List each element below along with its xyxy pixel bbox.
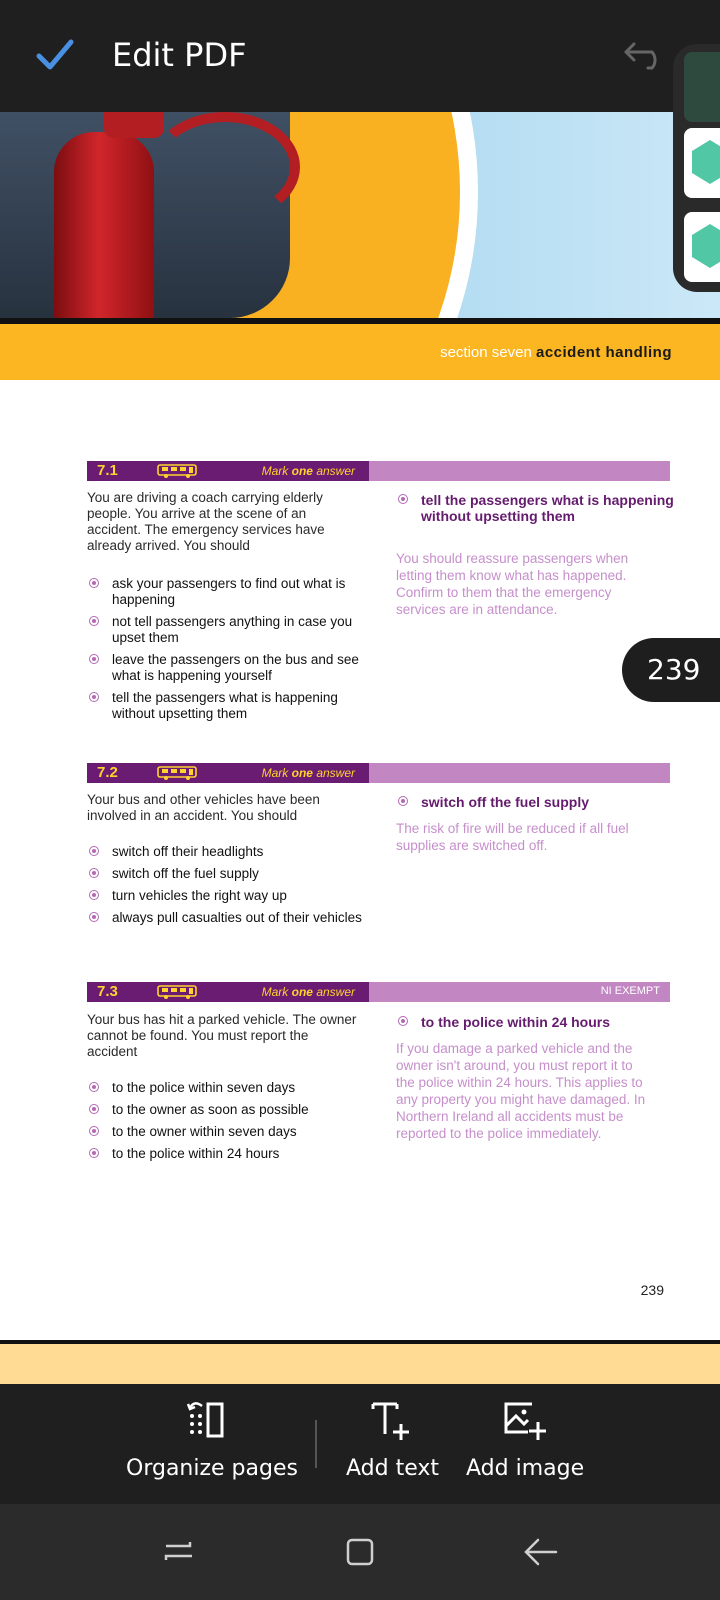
list-item[interactable]: switch off their headlights (87, 844, 367, 860)
thumbnail-1[interactable] (684, 52, 720, 122)
add-text-icon (369, 1398, 413, 1442)
add-image-button[interactable] (466, 1384, 596, 1504)
extinguisher-hose (150, 112, 300, 222)
organize-pages-button[interactable] (124, 1384, 298, 1504)
explanation-7-1: You should reassure passengers when letting them know what has happened. Confirm to them that the emergency services are in attendance. (396, 551, 629, 617)
extinguisher-neck (104, 112, 164, 138)
question-header-right (369, 982, 670, 1002)
hexagon-icon (692, 224, 720, 268)
section-heading (440, 344, 672, 361)
radio-icon (89, 846, 99, 856)
list-item[interactable]: to the police within seven days (87, 1080, 367, 1096)
radio-icon (89, 578, 99, 588)
list-item[interactable]: turn vehicles the right way up (87, 888, 367, 904)
add-image-label: Add image (466, 1456, 585, 1481)
explanation-7-2: The risk of fire will be reduced if all fuel supplies are switched off. (396, 821, 629, 853)
check-icon[interactable] (36, 38, 74, 72)
answer-7-1: tell the passengers what is happening without upsetting them (396, 492, 691, 524)
answer-7-2: switch off the fuel supply (396, 794, 691, 810)
exempt-label: NI EXEMPT (600, 985, 660, 997)
cover-photo (0, 112, 720, 320)
list-item[interactable]: not tell passengers anything in case you upset them (87, 614, 367, 646)
add-text-button[interactable] (344, 1384, 444, 1504)
list-item[interactable]: switch off the fuel supply (87, 866, 367, 882)
section-title: accident handling (535, 344, 672, 361)
home-icon[interactable] (340, 1532, 380, 1572)
fire-extinguisher-image (54, 132, 154, 320)
question-header-right (369, 461, 670, 481)
add-text-label: Add text (346, 1456, 440, 1481)
radio-icon (89, 868, 99, 878)
radio-icon (89, 692, 99, 702)
section-prefix: section seven (440, 344, 532, 361)
hexagon-icon (692, 140, 720, 184)
page-number-badge: 239 (622, 638, 720, 702)
list-item[interactable]: leave the passengers on the bus and see what is happening yourself (87, 652, 367, 684)
organize-pages-label: Organize pages (126, 1456, 298, 1481)
bus-icon (157, 985, 197, 999)
question-header-left (87, 461, 369, 481)
top-app-bar (0, 0, 720, 112)
question-text: Your bus has hit a parked vehicle. The owner cannot be found. You must report the accident (87, 1012, 357, 1059)
question-number: 7.2 (97, 764, 118, 781)
bottom-toolbar (0, 1384, 720, 1504)
bus-icon (157, 766, 197, 780)
radio-icon (89, 654, 99, 664)
list-item[interactable]: to the police within 24 hours (87, 1146, 367, 1162)
question-header-right (369, 763, 670, 783)
question-number: 7.3 (97, 983, 118, 1000)
mark-instruction: Mark one answer (261, 985, 355, 999)
recent-apps-icon[interactable] (160, 1532, 200, 1572)
thumbnail-2[interactable] (684, 128, 720, 198)
answer-7-3: to the police within 24 hours (396, 1014, 691, 1030)
question-header-left (87, 763, 369, 783)
radio-icon (89, 616, 99, 626)
question-header-7-3 (87, 982, 670, 1002)
list-item[interactable]: to the owner within seven days (87, 1124, 367, 1140)
radio-icon (398, 494, 408, 504)
back-icon[interactable] (520, 1532, 560, 1572)
radio-icon (398, 1016, 408, 1026)
explanation-7-3: If you damage a parked vehicle and the owner isn't around, you must report it to the police within 24 hours. This applies to any property you might have damaged. In Northern Ireland all accidents must be reported to the police immediately. (396, 1041, 646, 1141)
mark-instruction: Mark one answer (261, 464, 355, 478)
options-list-7-2 (87, 844, 367, 932)
list-item[interactable]: ask your passengers to find out what is happening (87, 576, 367, 608)
list-item[interactable]: to the owner as soon as possible (87, 1102, 367, 1118)
radio-icon (89, 890, 99, 900)
question-text: Your bus and other vehicles have been involved in an accident. You should (87, 792, 320, 823)
thumbnail-3[interactable] (684, 212, 720, 282)
footer-page-number: 239 (640, 1282, 664, 1298)
question-number: 7.1 (97, 462, 118, 479)
organize-pages-icon (184, 1398, 228, 1442)
radio-icon (89, 1104, 99, 1114)
list-item[interactable]: tell the passengers what is happening without upsetting them (87, 690, 367, 722)
radio-icon (89, 1126, 99, 1136)
toolbar-divider (315, 1420, 317, 1468)
question-header-7-2 (87, 763, 670, 783)
radio-icon (89, 912, 99, 922)
radio-icon (89, 1082, 99, 1092)
question-header-7-1 (87, 461, 670, 481)
next-page-preview[interactable] (0, 1344, 720, 1384)
system-navigation-bar (0, 1504, 720, 1600)
add-image-icon (502, 1398, 546, 1442)
options-list-7-3 (87, 1080, 367, 1168)
app-title: Edit PDF (112, 36, 247, 74)
pdf-page[interactable] (0, 112, 720, 1344)
question-text: You are driving a coach carrying elderly people. You arrive at the scene of an accident. The emergency services have already arrived. You should (87, 490, 325, 553)
radio-icon (398, 796, 408, 806)
radio-icon (89, 1148, 99, 1158)
bus-icon (157, 464, 197, 478)
mark-instruction: Mark one answer (261, 766, 355, 780)
options-list-7-1 (87, 576, 367, 728)
list-item[interactable]: always pull casualties out of their vehicles (87, 910, 367, 926)
question-header-left (87, 982, 369, 1002)
undo-icon[interactable] (622, 38, 670, 72)
